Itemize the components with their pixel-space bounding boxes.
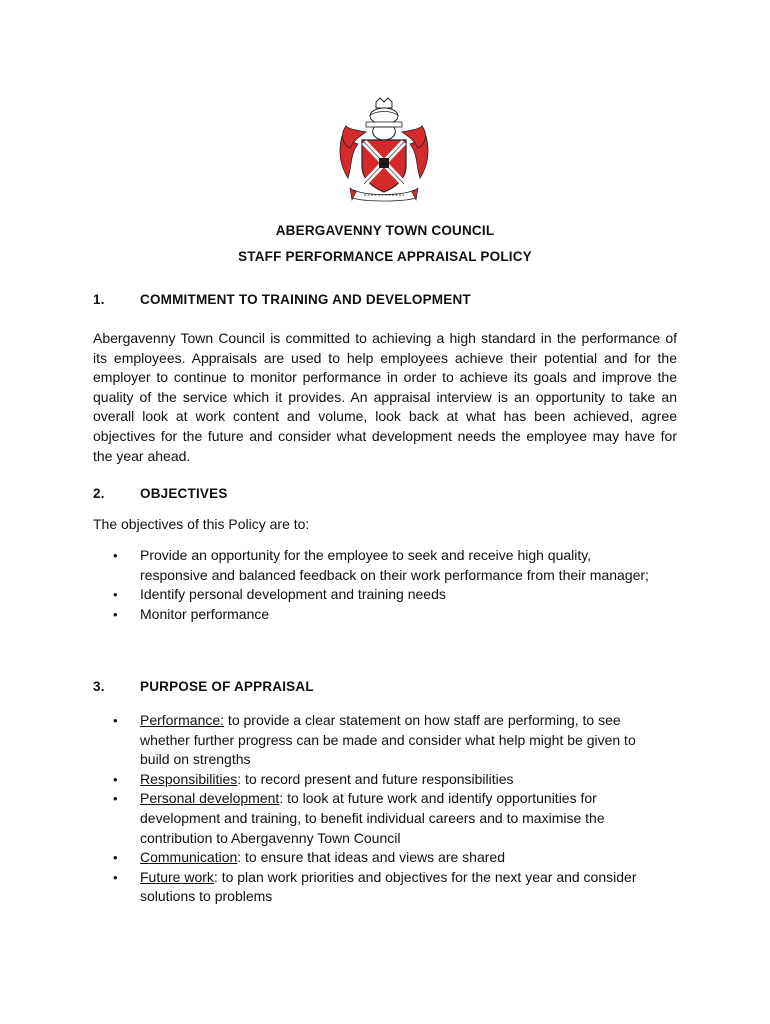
bullet-icon: • — [113, 771, 118, 787]
list-item-term: Performance: — [140, 712, 225, 728]
purpose-list — [93, 711, 653, 907]
bullet-icon: • — [113, 548, 118, 563]
list-item — [93, 585, 653, 605]
section-heading — [93, 679, 314, 694]
list-item-text: : to look at future work and identify opportunities for development and training, to benefit individual careers and to maximise the contribution to Abergavenny Town Council — [140, 790, 605, 846]
council-crest-logo — [336, 96, 432, 204]
objectives-list — [93, 546, 653, 624]
list-item-term: Communication — [140, 849, 238, 866]
bullet-icon: • — [113, 713, 118, 728]
list-item-text: Identify personal development and training needs — [140, 586, 446, 603]
list-item — [93, 868, 653, 907]
bullet-icon: • — [113, 587, 118, 603]
list-item — [93, 711, 653, 770]
bullet-icon: • — [113, 869, 118, 885]
bullet-icon: • — [113, 850, 118, 866]
section-title: PURPOSE OF APPRAISAL — [140, 679, 314, 694]
list-item-term: Personal development — [140, 790, 280, 807]
section-intro: The objectives of this Policy are to: — [93, 516, 310, 532]
list-item — [93, 770, 653, 790]
list-item-term: Future work — [140, 868, 214, 885]
list-item-text: : to plan work priorities and objectives for the next year and consider solutions to problems — [140, 868, 637, 905]
organisation-name: ABERGAVENNY TOWN COUNCIL — [275, 223, 495, 238]
list-item — [93, 546, 653, 585]
list-item-text: to provide a clear statement on how staff are performing, to see whether further progress can be made and consider what help might be given to build on strengths — [140, 712, 636, 768]
list-item-text: : to record present and future responsibilities — [237, 770, 514, 787]
section-body: Abergavenny Town Council is committed to achieving a high standard in the performance of its employees. Appraisals are used to help employees achieve their potential and for the employer to continue to monitor performance in order to achieve its goals and improve the quality of the service which it provides. An appraisal interview is an opportunity to take an overall look at work content and volume, look back at what has been achieved, agree objectives for the future and consider what development needs the employee may have for the year ahead. — [93, 330, 677, 464]
section-heading — [93, 292, 471, 307]
section-number: 3. — [93, 679, 105, 694]
bullet-icon: • — [113, 791, 118, 807]
section-title: OBJECTIVES — [140, 486, 228, 501]
document-title: STAFF PERFORMANCE APPRAISAL POLICY — [238, 249, 532, 264]
list-item — [93, 605, 653, 625]
section-number: 2. — [93, 486, 105, 501]
list-item-text: : to ensure that ideas and views are shared — [237, 849, 505, 866]
list-item — [93, 848, 653, 868]
list-item-text: Provide an opportunity for the employee to seek and receive high quality, responsive and balanced feedback on their work performance from their manager; — [140, 547, 649, 583]
list-item-term: Responsibilities — [140, 770, 238, 787]
bullet-icon: • — [113, 606, 118, 622]
list-item — [93, 789, 653, 848]
list-item-text: Monitor performance — [140, 605, 270, 622]
section-heading — [93, 486, 228, 501]
section-title: COMMITMENT TO TRAINING AND DEVELOPMENT — [140, 292, 471, 307]
section-number: 1. — [93, 292, 105, 307]
